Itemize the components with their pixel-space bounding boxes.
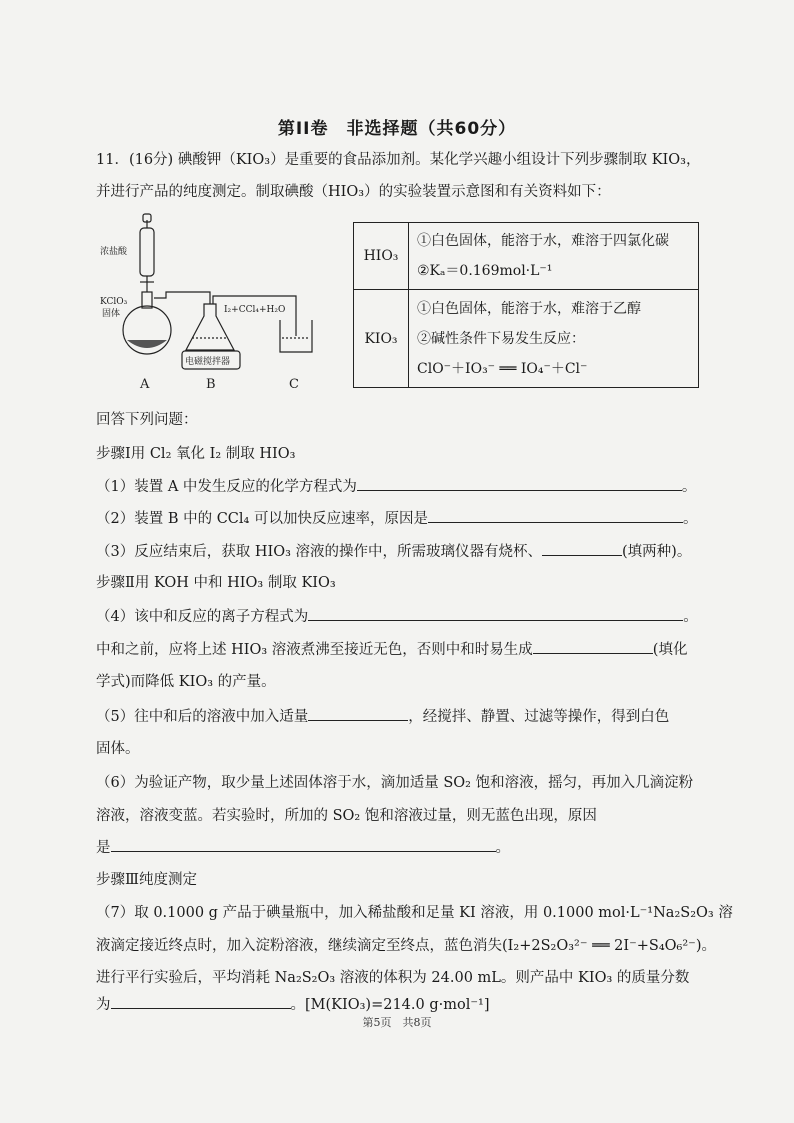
q3-end: (填两种)。 [622, 544, 692, 560]
step-2-heading: 步骤Ⅱ用 KOH 中和 HIO₃ 制取 KIO₃ [96, 575, 336, 591]
question-11-line1: 11．(16分) 碘酸钾（KIO₃）是重要的食品添加剂。某化学兴趣小组设计下列步骤制取 KIO₃， [96, 152, 701, 168]
q3-line [96, 541, 691, 562]
q6c-end: 。 [495, 840, 510, 856]
q4b-line [96, 639, 687, 660]
q4-line [96, 606, 698, 627]
label-stirrer: 电磁搅拌器 [185, 357, 231, 367]
q4-end: 。 [683, 609, 698, 625]
cell-hio3-props [409, 223, 699, 290]
info-table [353, 222, 699, 388]
tube-b-c [213, 296, 296, 336]
label-kclo3: KClO₃ [100, 297, 128, 307]
q5-text: （5）往中和后的溶液中加入适量 [96, 709, 309, 725]
kio3-prop-1: ①白色固体，能溶于水，难溶于乙醇 [417, 300, 641, 317]
q7-line3: 进行平行实验后，平均消耗 Na₂S₂O₃ 溶液的体积为 24.00 mL。则产品中 KIO₃ 的质量分数 [96, 970, 690, 986]
q5b-line: 固体。 [96, 741, 140, 757]
label-a: A [140, 377, 150, 392]
answer-intro: 回答下列问题： [96, 412, 198, 428]
question-11-line2: 并进行产品的纯度测定。制取碘酸（HIO₃）的实验装置示意图和有关资料如下： [96, 184, 611, 200]
q4c-line: 学式)而降低 KIO₃ 的产量。 [96, 674, 276, 690]
q6-line2: 溶液，溶液变蓝。若实验时，所加的 SO₂ 饱和溶液过量，则无蓝色出现，原因 [96, 808, 597, 824]
hio3-prop-2: ②Kₐ＝0.169mol·L⁻¹ [417, 263, 553, 280]
q2-text: （2）装置 B 中的 CCl₄ 可以加快反应速率，原因是 [96, 511, 428, 527]
step-3-heading: 步骤Ⅲ纯度测定 [96, 872, 197, 888]
q3-text: （3）反应结束后，获取 HIO₃ 溶液的操作中，所需玻璃仪器有烧杯、 [96, 544, 543, 560]
step-1-heading: 步骤Ⅰ用 Cl₂ 氧化 I₂ 制取 HIO₃ [96, 446, 296, 462]
cell-hio3-name: HIO₃ [354, 223, 409, 290]
q1-answer-blank[interactable] [357, 476, 682, 491]
section-title: 第II卷 非选择题（共60分） [277, 119, 517, 139]
page-footer: 第5页 共8页 [362, 1016, 432, 1029]
q7-answer-blank[interactable] [111, 994, 291, 1009]
q2-line [96, 508, 697, 529]
q7d-text: 为 [96, 997, 111, 1013]
q6-answer-blank[interactable] [111, 837, 496, 852]
q6-line1: （6）为验证产物，取少量上述固体溶于水，滴加适量 SO₂ 饱和溶液，摇匀，再加入几滴淀粉 [96, 775, 694, 791]
q3-answer-blank[interactable] [542, 541, 622, 556]
q2-answer-blank[interactable] [428, 508, 683, 523]
cell-kio3-props [409, 290, 699, 388]
q4b-end: (填化 [652, 642, 688, 658]
hio3-prop-1: ①白色固体，能溶于水，难溶于四氯化碳 [417, 233, 669, 250]
q7-line1: （7）取 0.1000 g 产品于碘量瓶中，加入稀盐酸和足量 KI 溶液，用 0.1000 mol·L⁻¹Na₂S₂O₃ 溶 [96, 905, 733, 921]
table-row-kio3 [354, 290, 699, 388]
q6c-text: 是 [96, 840, 111, 856]
label-solid: 固体 [102, 309, 121, 319]
q6-line3 [96, 837, 510, 858]
q2-end: 。 [682, 511, 698, 527]
label-conc-hcl: 浓盐酸 [100, 247, 128, 257]
q1-text: （1）装置 A 中发生反应的化学方程式为 [96, 479, 357, 495]
table-row-hio3 [354, 223, 699, 290]
label-c: C [289, 377, 299, 392]
label-b: B [206, 377, 216, 392]
q1-line [96, 476, 696, 497]
tube-a-b [154, 292, 210, 304]
cell-kio3-name: KIO₃ [354, 290, 409, 388]
dropping-funnel [140, 228, 154, 276]
q5-line [96, 706, 669, 727]
q4-answer-blank[interactable] [308, 606, 683, 621]
q5-end: ，经搅拌、静置、过滤等操作，得到白色 [408, 709, 670, 725]
kio3-prop-3: ClO⁻＋IO₃⁻ ══ IO₄⁻＋Cl⁻ [417, 360, 588, 377]
q4b-answer-blank[interactable] [533, 639, 653, 654]
label-mixture: I₂+CCl₄+H₂O [224, 305, 286, 315]
q7-line4 [96, 994, 489, 1015]
kio3-prop-2: ②碱性条件下易发生反应： [417, 330, 585, 347]
q7d-end: 。[M(KIO₃)=214.0 g·mol⁻¹] [290, 997, 490, 1013]
q4b-text: 中和之前，应将上述 HIO₃ 溶液煮沸至接近无色，否则中和时易生成 [96, 642, 533, 658]
q5-answer-blank[interactable] [308, 706, 408, 721]
q7-line2: 液滴定接近终点时，加入淀粉溶液，继续滴定至终点，蓝色消失(I₂+2S₂O₃²⁻ ══ 2I⁻+S₄O₆²⁻)。 [96, 938, 716, 954]
q1-end: 。 [681, 479, 697, 495]
apparatus-diagram [100, 212, 335, 397]
q4-text: （4）该中和反应的离子方程式为 [96, 609, 309, 625]
